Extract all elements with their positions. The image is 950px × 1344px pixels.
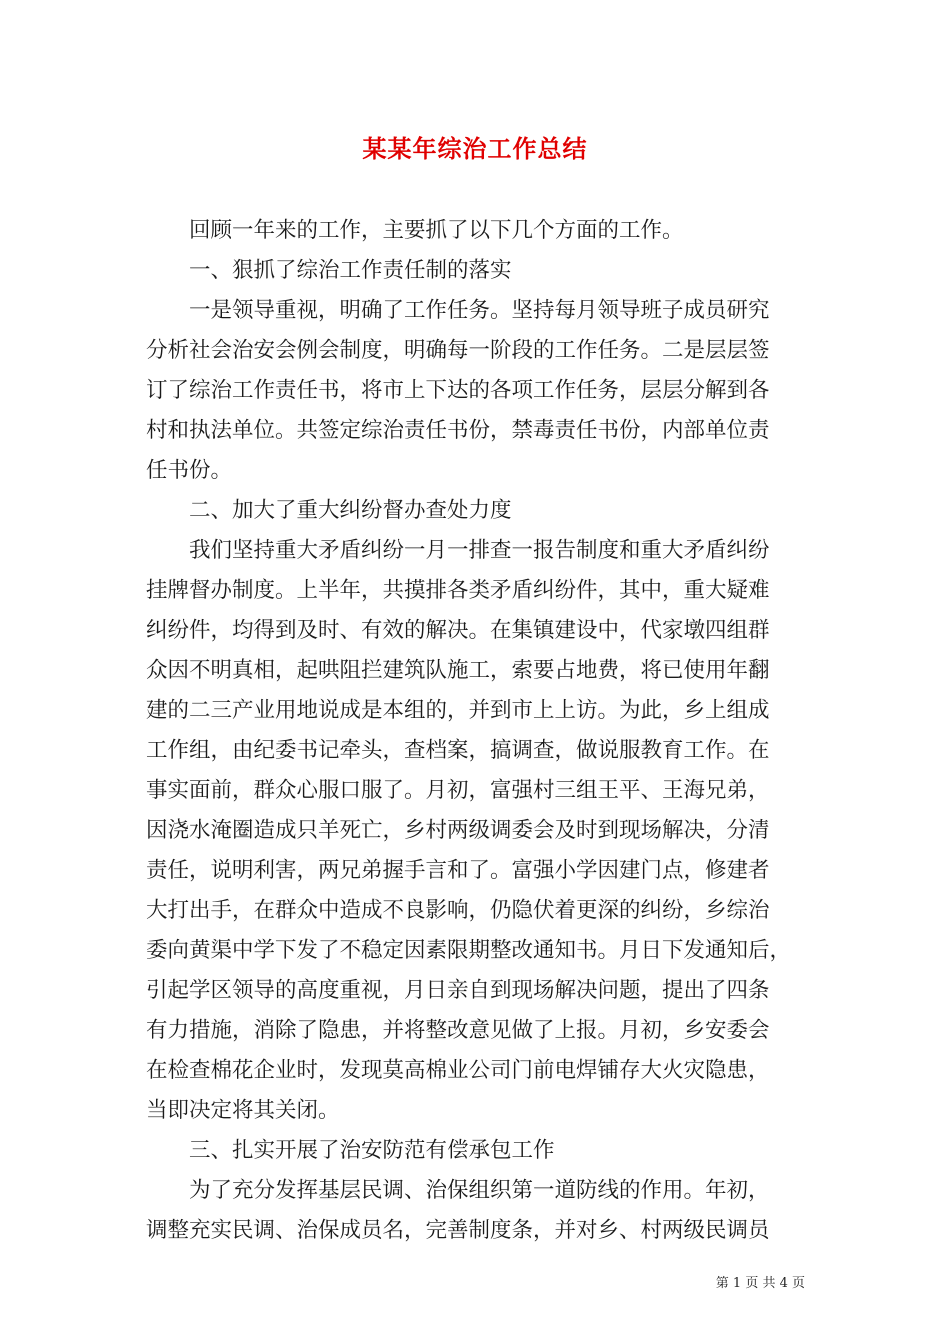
document-title: 某某年综治工作总结 xyxy=(362,134,588,163)
body-line: 引起学区领导的高度重视，月日亲自到现场解决问题，提出了四条 xyxy=(146,978,770,1003)
body-line: 村和执法单位。共签定综治责任书份，禁毒责任书份，内部单位责 xyxy=(146,418,770,443)
body-line: 事实面前，群众心服口服了。月初，富强村三组王平、王海兄弟， xyxy=(146,778,770,803)
section-heading: 一、狠抓了综治工作责任制的落实 xyxy=(146,258,512,283)
body-line: 众因不明真相，起哄阻拦建筑队施工，索要占地费，将已使用年翻 xyxy=(146,658,770,683)
body-line: 我们坚持重大矛盾纠纷一月一排查一报告制度和重大矛盾纠纷 xyxy=(146,538,770,563)
body-line: 订了综治工作责任书，将市上下达的各项工作任务，层层分解到各 xyxy=(146,378,770,403)
body-line: 在检查棉花企业时，发现莫高棉业公司门前电焊铺存大火灾隐患， xyxy=(146,1058,770,1083)
section-heading: 二、加大了重大纠纷督办查处力度 xyxy=(146,498,512,523)
section-heading: 三、扎实开展了治安防范有偿承包工作 xyxy=(146,1138,555,1163)
body-line: 因浇水淹圈造成只羊死亡，乡村两级调委会及时到现场解决，分清 xyxy=(146,818,770,843)
body-line: 责任，说明利害，两兄弟握手言和了。富强小学因建门点，修建者 xyxy=(146,858,770,883)
body-line: 有力措施，消除了隐患，并将整改意见做了上报。月初，乡安委会 xyxy=(146,1018,770,1043)
page-number-footer: 第 1 页 共 4 页 xyxy=(715,1276,805,1291)
body-line: 回顾一年来的工作，主要抓了以下几个方面的工作。 xyxy=(146,218,684,243)
body-line: 任书份。 xyxy=(146,458,233,483)
body-line: 分析社会治安会例会制度，明确每一阶段的工作任务。二是层层签 xyxy=(146,338,770,363)
body-line: 建的二三产业用地说成是本组的，并到市上上访。为此，乡上组成 xyxy=(146,698,770,723)
body-line: 一是领导重视，明确了工作任务。坚持每月领导班子成员研究 xyxy=(146,298,770,323)
body-line: 委向黄渠中学下发了不稳定因素限期整改通知书。月日下发通知后， xyxy=(146,938,792,963)
body-line: 挂牌督办制度。上半年，共摸排各类矛盾纠纷件，其中，重大疑难 xyxy=(146,578,770,603)
body-line: 纠纷件，均得到及时、有效的解决。在集镇建设中，代家墩四组群 xyxy=(146,618,770,643)
body-line: 当即决定将其关闭。 xyxy=(146,1098,340,1123)
body-line: 为了充分发挥基层民调、治保组织第一道防线的作用。年初， xyxy=(146,1178,770,1203)
document-body xyxy=(146,211,806,1251)
body-line: 调整充实民调、治保成员名，完善制度条，并对乡、村两级民调员 xyxy=(146,1218,770,1243)
body-line: 工作组，由纪委书记牵头，查档案，搞调查，做说服教育工作。在 xyxy=(146,738,770,763)
body-line: 大打出手，在群众中造成不良影响，仍隐伏着更深的纠纷，乡综治 xyxy=(146,898,770,923)
